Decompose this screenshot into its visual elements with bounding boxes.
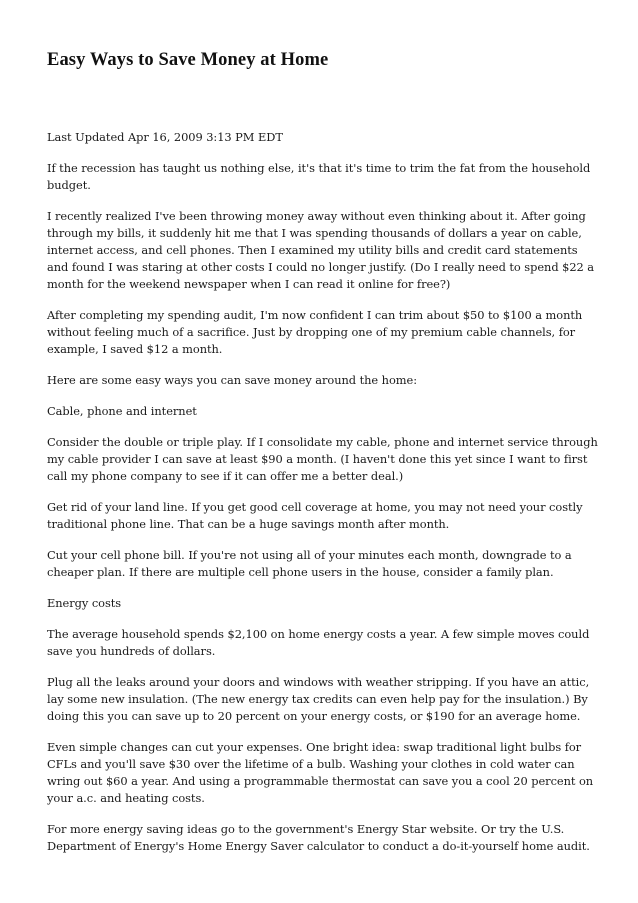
section-heading-energy: Energy costs <box>47 596 122 610</box>
section-heading-cable: Cable, phone and internet <box>47 404 197 418</box>
paragraph-cell-phone: Cut your cell phone bill. If you're not using all of your minutes each month, downgrade to a cheaper plan. If there are multiple cell phone users in the house, consider a family plan. <box>47 548 572 579</box>
paragraph-leaks: Plug all the leaks around your doors and windows with weather stripping. If you have an attic, lay some new insulation. (The new energy tax credits can even help pay for the insulation.) By doing this you can save up to 20 percent on your energy costs, or $190 for an average home. <box>47 675 590 723</box>
paragraph-energy-average: The average household spends $2,100 on home energy costs a year. A few simple moves could save you hundreds of dollars. <box>47 627 590 658</box>
paragraph-land-line: Get rid of your land line. If you get good cell coverage at home, you may not need your costly traditional phone line. That can be a huge savings month after month. <box>47 500 583 531</box>
paragraph-double-triple-play: Consider the double or triple play. If I consolidate my cable, phone and internet service through my cable provider I can save at least $90 a month. (I haven't done this yet since I want to first call my phone company to see if it can offer me a better deal.) <box>47 435 598 483</box>
paragraph-bills: I recently realized I've been throwing money away without even thinking about it. After going through my bills, it suddenly hit me that I was spending thousands of dollars a year on cable, internet access, and cell phones. Then I examined my utility bills and credit card statements and found I was staring at other costs I could no longer justify. (Do I really need to spend $22 a month for the weekend newspaper when I can read it online for free?) <box>47 209 595 291</box>
page-title: Easy Ways to Save Money at Home <box>47 50 329 70</box>
last-updated-timestamp: Last Updated Apr 16, 2009 3:13 PM EDT <box>47 130 283 144</box>
paragraph-intro: If the recession has taught us nothing else, it's that it's time to trim the fat from the household budget. <box>47 161 591 192</box>
paragraph-simple-changes: Even simple changes can cut your expenses. One bright idea: swap traditional light bulbs for CFLs and you'll save $30 over the lifetime of a bulb. Washing your clothes in cold water can wring out $60 a year. And using a programmable thermostat can save you a cool 20 percent on your a.c. and heating costs. <box>47 740 594 805</box>
paragraph-easy-ways: Here are some easy ways you can save money around the home: <box>47 373 417 387</box>
article <box>47 48 599 855</box>
paragraph-energy-star: For more energy saving ideas go to the government's Energy Star website. Or try the U.S. Department of Energy's Home Energy Saver calculator to conduct a do-it-yourself home audit. <box>47 822 590 853</box>
paragraph-audit: After completing my spending audit, I'm now confident I can trim about $50 to $100 a month without feeling much of a sacrifice. Just by dropping one of my premium cable channels, for example, I saved $12 a month. <box>47 308 583 356</box>
